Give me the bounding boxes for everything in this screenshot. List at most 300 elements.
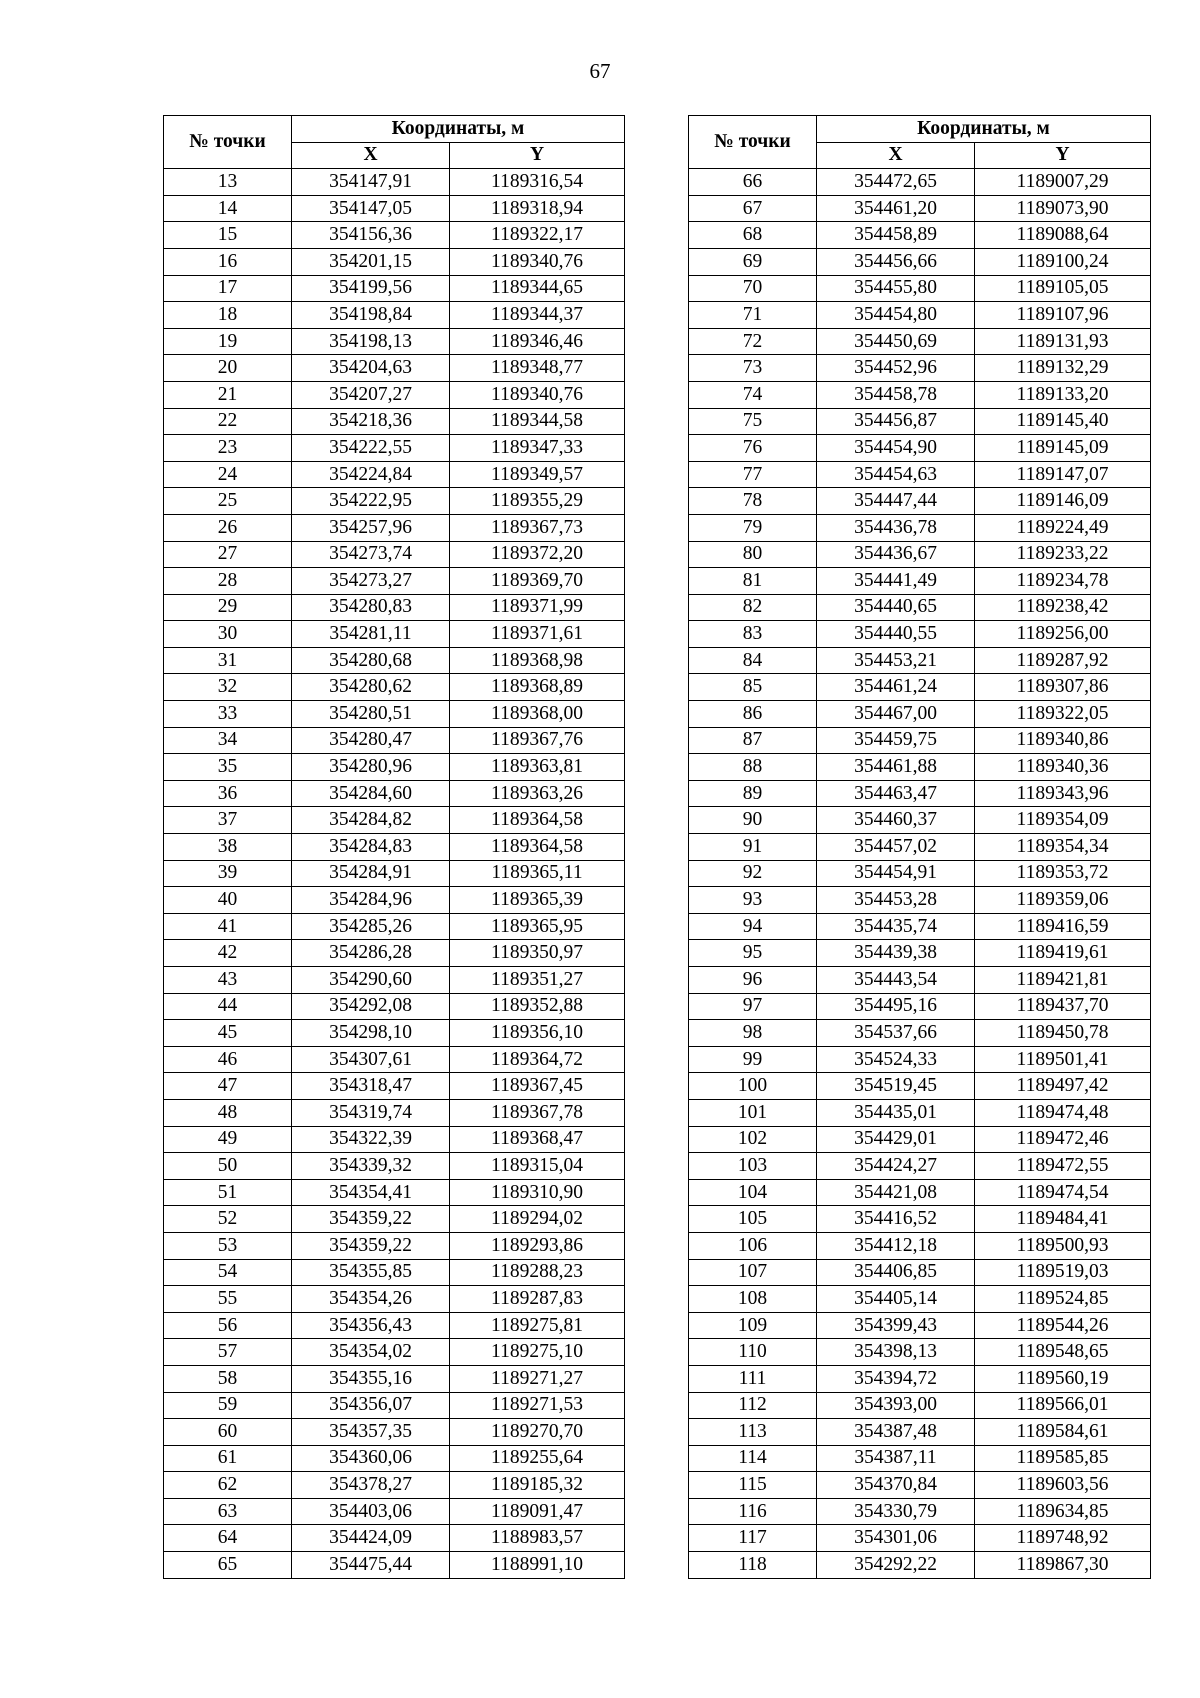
y-coordinate-cell: 1189867,30 <box>975 1552 1151 1579</box>
y-coordinate-cell: 1189421,81 <box>975 967 1151 994</box>
table-row <box>164 1232 625 1259</box>
y-coordinate-cell: 1189437,70 <box>975 993 1151 1020</box>
y-coordinate-cell: 1189132,29 <box>975 355 1151 382</box>
table-row <box>689 1099 1151 1126</box>
table-row <box>164 647 625 674</box>
x-coordinate-cell: 354436,67 <box>817 541 975 568</box>
table-row <box>689 1392 1151 1419</box>
table-row <box>164 1099 625 1126</box>
point-number-cell: 26 <box>164 514 292 541</box>
y-coordinate-cell: 1189365,95 <box>450 913 625 940</box>
x-coordinate-cell: 354354,26 <box>292 1286 450 1313</box>
x-coordinate-cell: 354273,27 <box>292 568 450 595</box>
table-row <box>689 993 1151 1020</box>
x-coordinate-cell: 354359,22 <box>292 1206 450 1233</box>
y-coordinate-cell: 1189364,58 <box>450 807 625 834</box>
point-number-cell: 108 <box>689 1286 817 1313</box>
point-number-cell: 94 <box>689 913 817 940</box>
x-coordinate-cell: 354406,85 <box>817 1259 975 1286</box>
point-number-cell: 28 <box>164 568 292 595</box>
y-coordinate-cell: 1189349,57 <box>450 461 625 488</box>
y-coordinate-cell: 1189474,48 <box>975 1099 1151 1126</box>
x-coordinate-cell: 354222,95 <box>292 488 450 515</box>
point-number-cell: 96 <box>689 967 817 994</box>
table-row <box>689 248 1151 275</box>
x-coordinate-cell: 354472,65 <box>817 169 975 196</box>
table-row <box>689 887 1151 914</box>
point-number-cell: 15 <box>164 222 292 249</box>
point-number-cell: 65 <box>164 1552 292 1579</box>
y-coordinate-cell: 1189293,86 <box>450 1232 625 1259</box>
point-number-cell: 45 <box>164 1020 292 1047</box>
point-number-cell: 76 <box>689 435 817 462</box>
point-number-cell: 60 <box>164 1419 292 1446</box>
table-row <box>164 1020 625 1047</box>
point-number-cell: 100 <box>689 1073 817 1100</box>
y-coordinate-cell: 1189585,85 <box>975 1445 1151 1472</box>
x-coordinate-cell: 354429,01 <box>817 1126 975 1153</box>
y-coordinate-cell: 1189351,27 <box>450 967 625 994</box>
x-coordinate-cell: 354356,43 <box>292 1312 450 1339</box>
table-row <box>689 967 1151 994</box>
point-number-cell: 20 <box>164 355 292 382</box>
y-coordinate-cell: 1189145,40 <box>975 408 1151 435</box>
y-coordinate-cell: 1189105,05 <box>975 275 1151 302</box>
y-coordinate-cell: 1189271,53 <box>450 1392 625 1419</box>
point-number-cell: 95 <box>689 940 817 967</box>
y-coordinate-cell: 1189185,32 <box>450 1472 625 1499</box>
x-coordinate-cell: 354281,11 <box>292 621 450 648</box>
point-number-cell: 73 <box>689 355 817 382</box>
point-number-cell: 88 <box>689 754 817 781</box>
table-row <box>164 940 625 967</box>
table-row <box>689 1472 1151 1499</box>
x-coordinate-cell: 354354,41 <box>292 1179 450 1206</box>
x-coordinate-cell: 354424,27 <box>817 1153 975 1180</box>
x-coordinate-cell: 354439,38 <box>817 940 975 967</box>
table-row <box>164 195 625 222</box>
table-row <box>689 807 1151 834</box>
table-row <box>164 514 625 541</box>
y-coordinate-cell: 1189275,81 <box>450 1312 625 1339</box>
x-coordinate-cell: 354398,13 <box>817 1339 975 1366</box>
x-coordinate-cell: 354440,65 <box>817 594 975 621</box>
point-number-cell: 14 <box>164 195 292 222</box>
point-number-cell: 30 <box>164 621 292 648</box>
point-number-cell: 74 <box>689 381 817 408</box>
y-coordinate-cell: 1189548,65 <box>975 1339 1151 1366</box>
table-row <box>164 834 625 861</box>
y-coordinate-cell: 1189368,00 <box>450 701 625 728</box>
table-row <box>689 1126 1151 1153</box>
table-row <box>164 754 625 781</box>
table-row <box>164 1392 625 1419</box>
point-number-cell: 71 <box>689 302 817 329</box>
y-coordinate-cell: 1189560,19 <box>975 1365 1151 1392</box>
table-row <box>164 1153 625 1180</box>
table-row <box>689 1445 1151 1472</box>
x-coordinate-cell: 354307,61 <box>292 1046 450 1073</box>
y-coordinate-cell: 1189368,98 <box>450 647 625 674</box>
x-coordinate-cell: 354454,63 <box>817 461 975 488</box>
point-number-cell: 112 <box>689 1392 817 1419</box>
x-coordinate-cell: 354370,84 <box>817 1472 975 1499</box>
y-coordinate-cell: 1189364,58 <box>450 834 625 861</box>
point-number-cell: 24 <box>164 461 292 488</box>
x-coordinate-cell: 354355,85 <box>292 1259 450 1286</box>
y-coordinate-cell: 1189634,85 <box>975 1498 1151 1525</box>
point-number-cell: 50 <box>164 1153 292 1180</box>
x-coordinate-cell: 354447,44 <box>817 488 975 515</box>
point-number-cell: 116 <box>689 1498 817 1525</box>
table-row <box>689 435 1151 462</box>
x-coordinate-cell: 354412,18 <box>817 1232 975 1259</box>
point-number-cell: 64 <box>164 1525 292 1552</box>
x-coordinate-cell: 354440,55 <box>817 621 975 648</box>
point-number-cell: 42 <box>164 940 292 967</box>
y-coordinate-cell: 1189344,37 <box>450 302 625 329</box>
point-number-cell: 17 <box>164 275 292 302</box>
table-row <box>164 1206 625 1233</box>
x-coordinate-cell: 354284,82 <box>292 807 450 834</box>
y-coordinate-cell: 1189353,72 <box>975 860 1151 887</box>
point-number-cell: 16 <box>164 248 292 275</box>
point-number-cell: 117 <box>689 1525 817 1552</box>
x-header: X <box>292 142 450 169</box>
table-row <box>689 1286 1151 1313</box>
y-coordinate-cell: 1189367,73 <box>450 514 625 541</box>
table-row <box>164 275 625 302</box>
point-number-cell: 57 <box>164 1339 292 1366</box>
point-number-cell: 62 <box>164 1472 292 1499</box>
table-row <box>164 993 625 1020</box>
y-coordinate-cell: 1189224,49 <box>975 514 1151 541</box>
y-coordinate-cell: 1189347,33 <box>450 435 625 462</box>
y-coordinate-cell: 1189355,29 <box>450 488 625 515</box>
x-coordinate-cell: 354318,47 <box>292 1073 450 1100</box>
y-coordinate-cell: 1189497,42 <box>975 1073 1151 1100</box>
table-row <box>164 568 625 595</box>
point-number-cell: 29 <box>164 594 292 621</box>
point-number-cell: 85 <box>689 674 817 701</box>
y-coordinate-cell: 1189367,76 <box>450 727 625 754</box>
x-coordinate-cell: 354450,69 <box>817 328 975 355</box>
x-coordinate-cell: 354198,13 <box>292 328 450 355</box>
table-row <box>689 780 1151 807</box>
x-coordinate-cell: 354416,52 <box>817 1206 975 1233</box>
table-row <box>164 780 625 807</box>
y-coordinate-cell: 1189091,47 <box>450 1498 625 1525</box>
table-row <box>689 1232 1151 1259</box>
table-row <box>164 1445 625 1472</box>
y-coordinate-cell: 1189107,96 <box>975 302 1151 329</box>
y-coordinate-cell: 1189372,20 <box>450 541 625 568</box>
x-coordinate-cell: 354284,60 <box>292 780 450 807</box>
x-coordinate-cell: 354393,00 <box>817 1392 975 1419</box>
x-coordinate-cell: 354147,91 <box>292 169 450 196</box>
y-coordinate-cell: 1189307,86 <box>975 674 1151 701</box>
x-coordinate-cell: 354460,37 <box>817 807 975 834</box>
table-row <box>689 381 1151 408</box>
x-coordinate-cell: 354280,83 <box>292 594 450 621</box>
y-coordinate-cell: 1189343,96 <box>975 780 1151 807</box>
point-number-cell: 67 <box>689 195 817 222</box>
table-row <box>689 1153 1151 1180</box>
x-coordinate-cell: 354455,80 <box>817 275 975 302</box>
table-row <box>689 488 1151 515</box>
point-number-cell: 102 <box>689 1126 817 1153</box>
table-row <box>164 1525 625 1552</box>
table-row <box>689 275 1151 302</box>
table-row <box>689 541 1151 568</box>
table-row <box>689 913 1151 940</box>
x-coordinate-cell: 354290,60 <box>292 967 450 994</box>
point-number-cell: 107 <box>689 1259 817 1286</box>
table-row <box>164 1498 625 1525</box>
point-number-cell: 80 <box>689 541 817 568</box>
x-coordinate-cell: 354424,09 <box>292 1525 450 1552</box>
x-coordinate-cell: 354467,00 <box>817 701 975 728</box>
point-number-cell: 89 <box>689 780 817 807</box>
point-number-cell: 41 <box>164 913 292 940</box>
y-coordinate-cell: 1189288,23 <box>450 1259 625 1286</box>
x-coordinate-cell: 354454,80 <box>817 302 975 329</box>
point-number-cell: 78 <box>689 488 817 515</box>
point-number-cell: 44 <box>164 993 292 1020</box>
table-row <box>164 355 625 382</box>
y-coordinate-cell: 1189500,93 <box>975 1232 1151 1259</box>
y-coordinate-cell: 1189344,58 <box>450 408 625 435</box>
y-coordinate-cell: 1189354,09 <box>975 807 1151 834</box>
table-row <box>689 195 1151 222</box>
table-row <box>689 621 1151 648</box>
table-row <box>689 727 1151 754</box>
x-coordinate-cell: 354280,62 <box>292 674 450 701</box>
table-row <box>164 1259 625 1286</box>
table-row <box>164 435 625 462</box>
x-coordinate-cell: 354360,06 <box>292 1445 450 1472</box>
point-number-cell: 70 <box>689 275 817 302</box>
point-number-cell: 56 <box>164 1312 292 1339</box>
table-row <box>689 940 1151 967</box>
y-coordinate-cell: 1189340,36 <box>975 754 1151 781</box>
x-coordinate-cell: 354458,78 <box>817 381 975 408</box>
point-number-cell: 86 <box>689 701 817 728</box>
point-number-cell: 52 <box>164 1206 292 1233</box>
x-coordinate-cell: 354280,47 <box>292 727 450 754</box>
point-number-cell: 25 <box>164 488 292 515</box>
table-row <box>689 1525 1151 1552</box>
y-coordinate-cell: 1189344,65 <box>450 275 625 302</box>
y-coordinate-cell: 1189368,89 <box>450 674 625 701</box>
table-row <box>164 1419 625 1446</box>
table-row <box>164 1552 625 1579</box>
x-coordinate-cell: 354284,91 <box>292 860 450 887</box>
x-coordinate-cell: 354292,22 <box>817 1552 975 1579</box>
table-row <box>164 1073 625 1100</box>
point-number-cell: 118 <box>689 1552 817 1579</box>
x-coordinate-cell: 354359,22 <box>292 1232 450 1259</box>
y-coordinate-cell: 1189340,76 <box>450 381 625 408</box>
table-row <box>689 1206 1151 1233</box>
x-coordinate-cell: 354461,24 <box>817 674 975 701</box>
y-coordinate-cell: 1189501,41 <box>975 1046 1151 1073</box>
point-number-cell: 37 <box>164 807 292 834</box>
y-coordinate-cell: 1189100,24 <box>975 248 1151 275</box>
table-row <box>689 1073 1151 1100</box>
x-coordinate-cell: 354218,36 <box>292 408 450 435</box>
y-coordinate-cell: 1189234,78 <box>975 568 1151 595</box>
table-row <box>164 169 625 196</box>
point-number-cell: 68 <box>689 222 817 249</box>
point-number-cell: 31 <box>164 647 292 674</box>
table-row <box>689 568 1151 595</box>
y-coordinate-cell: 1189354,34 <box>975 834 1151 861</box>
y-coordinate-cell: 1189748,92 <box>975 1525 1151 1552</box>
table-row <box>164 967 625 994</box>
page-number: 67 <box>589 59 611 83</box>
x-coordinate-cell: 354330,79 <box>817 1498 975 1525</box>
table-row <box>689 1312 1151 1339</box>
x-coordinate-cell: 354461,88 <box>817 754 975 781</box>
y-coordinate-cell: 1189340,76 <box>450 248 625 275</box>
x-coordinate-cell: 354441,49 <box>817 568 975 595</box>
y-coordinate-cell: 1189133,20 <box>975 381 1151 408</box>
table-row <box>689 222 1151 249</box>
x-coordinate-cell: 354458,89 <box>817 222 975 249</box>
point-number-cell: 75 <box>689 408 817 435</box>
y-coordinate-cell: 1189363,26 <box>450 780 625 807</box>
y-coordinate-cell: 1189238,42 <box>975 594 1151 621</box>
table-row <box>164 621 625 648</box>
point-number-cell: 54 <box>164 1259 292 1286</box>
y-coordinate-cell: 1189472,46 <box>975 1126 1151 1153</box>
table-row <box>689 408 1151 435</box>
y-coordinate-cell: 1189146,09 <box>975 488 1151 515</box>
x-coordinate-cell: 354319,74 <box>292 1099 450 1126</box>
table-row <box>164 328 625 355</box>
x-coordinate-cell: 354204,63 <box>292 355 450 382</box>
table-row <box>164 1046 625 1073</box>
y-coordinate-cell: 1189584,61 <box>975 1419 1151 1446</box>
table-row <box>689 594 1151 621</box>
y-coordinate-cell: 1189316,54 <box>450 169 625 196</box>
point-number-cell: 63 <box>164 1498 292 1525</box>
point-number-cell: 114 <box>689 1445 817 1472</box>
point-number-cell: 38 <box>164 834 292 861</box>
point-number-cell: 33 <box>164 701 292 728</box>
x-coordinate-cell: 354459,75 <box>817 727 975 754</box>
y-coordinate-cell: 1189007,29 <box>975 169 1151 196</box>
table-row <box>689 674 1151 701</box>
y-coordinate-cell: 1189519,03 <box>975 1259 1151 1286</box>
coordinates-table-left <box>163 115 625 1579</box>
y-coordinate-cell: 1189603,56 <box>975 1472 1151 1499</box>
x-coordinate-cell: 354285,26 <box>292 913 450 940</box>
point-number-cell: 105 <box>689 1206 817 1233</box>
point-number-cell: 84 <box>689 647 817 674</box>
y-coordinate-cell: 1189544,26 <box>975 1312 1151 1339</box>
coordinates-header: Координаты, м <box>817 116 1151 143</box>
y-coordinate-cell: 1189287,83 <box>450 1286 625 1313</box>
x-coordinate-cell: 354354,02 <box>292 1339 450 1366</box>
y-coordinate-cell: 1189359,06 <box>975 887 1151 914</box>
point-number-cell: 106 <box>689 1232 817 1259</box>
point-number-cell: 58 <box>164 1365 292 1392</box>
point-number-cell: 97 <box>689 993 817 1020</box>
table-row <box>689 834 1151 861</box>
point-number-cell: 39 <box>164 860 292 887</box>
y-coordinate-cell: 1189145,09 <box>975 435 1151 462</box>
table-row <box>164 807 625 834</box>
table-row <box>164 461 625 488</box>
x-coordinate-cell: 354519,45 <box>817 1073 975 1100</box>
point-number-cell: 35 <box>164 754 292 781</box>
y-coordinate-cell: 1189472,55 <box>975 1153 1151 1180</box>
y-coordinate-cell: 1189348,77 <box>450 355 625 382</box>
point-number-cell: 55 <box>164 1286 292 1313</box>
y-header: Y <box>450 142 625 169</box>
table-row <box>164 1472 625 1499</box>
x-coordinate-cell: 354301,06 <box>817 1525 975 1552</box>
table-row <box>164 1365 625 1392</box>
y-coordinate-cell: 1189346,46 <box>450 328 625 355</box>
table-row <box>164 408 625 435</box>
table-row <box>164 594 625 621</box>
x-coordinate-cell: 354284,96 <box>292 887 450 914</box>
point-number-cell: 83 <box>689 621 817 648</box>
x-coordinate-cell: 354280,51 <box>292 701 450 728</box>
y-coordinate-cell: 1189356,10 <box>450 1020 625 1047</box>
point-number-cell: 46 <box>164 1046 292 1073</box>
point-number-cell: 69 <box>689 248 817 275</box>
x-coordinate-cell: 354280,96 <box>292 754 450 781</box>
point-number-cell: 103 <box>689 1153 817 1180</box>
point-number-cell: 32 <box>164 674 292 701</box>
y-coordinate-cell: 1189416,59 <box>975 913 1151 940</box>
x-coordinate-cell: 354394,72 <box>817 1365 975 1392</box>
point-number-cell: 92 <box>689 860 817 887</box>
x-coordinate-cell: 354403,06 <box>292 1498 450 1525</box>
point-number-cell: 61 <box>164 1445 292 1472</box>
table-row <box>164 1179 625 1206</box>
point-number-cell: 13 <box>164 169 292 196</box>
y-coordinate-cell: 1189566,01 <box>975 1392 1151 1419</box>
point-number-cell: 72 <box>689 328 817 355</box>
x-coordinate-cell: 354443,54 <box>817 967 975 994</box>
table-row <box>689 1339 1151 1366</box>
table-row <box>164 701 625 728</box>
y-coordinate-cell: 1189365,39 <box>450 887 625 914</box>
y-coordinate-cell: 1189363,81 <box>450 754 625 781</box>
x-coordinate-cell: 354436,78 <box>817 514 975 541</box>
y-coordinate-cell: 1189270,70 <box>450 1419 625 1446</box>
table-row <box>689 1552 1151 1579</box>
x-coordinate-cell: 354292,08 <box>292 993 450 1020</box>
table-row <box>689 169 1151 196</box>
table-row <box>689 1498 1151 1525</box>
x-coordinate-cell: 354453,21 <box>817 647 975 674</box>
table-row <box>689 328 1151 355</box>
table-row <box>689 1365 1151 1392</box>
y-coordinate-cell: 1189369,70 <box>450 568 625 595</box>
x-coordinate-cell: 354201,15 <box>292 248 450 275</box>
point-number-cell: 23 <box>164 435 292 462</box>
y-coordinate-cell: 1189352,88 <box>450 993 625 1020</box>
table-row <box>164 1312 625 1339</box>
x-coordinate-cell: 354207,27 <box>292 381 450 408</box>
y-coordinate-cell: 1189368,47 <box>450 1126 625 1153</box>
